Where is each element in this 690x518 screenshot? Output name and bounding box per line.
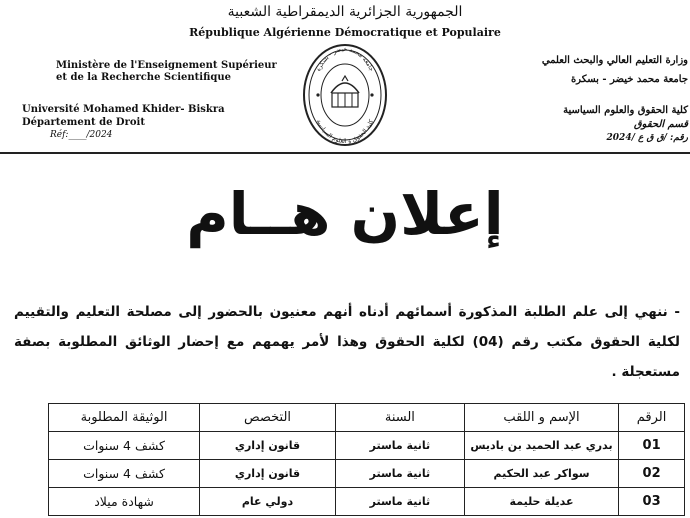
arabic-ministry: وزارة التعليم العالي والبحث العلمي: [541, 55, 688, 66]
row-specialty: دولي عام: [200, 488, 336, 516]
header-year: السنة: [335, 404, 464, 432]
french-ministry-line2: et de la Recherche Scientifique: [56, 72, 231, 83]
students-table: [48, 403, 685, 516]
row-document: كشف 4 سنوات: [49, 432, 200, 460]
table-row: [49, 488, 685, 516]
row-number: 01: [619, 432, 685, 460]
announcement-body: - ننهي إلى علم الطلبة المذكورة أسمائهم أدناه أنهم معنيون بالحضور إلى مصلحة التعليم والتقييم لكلية الحقوق مكتب رقم (04) لكلية الحقوق وهذا لأمر يهمهم مع إحضار الوثائق المطلوبة بصفة مستعجلة .: [14, 304, 681, 380]
svg-text:كلية الحقوق و العلوم السياسية: [315, 118, 375, 145]
faculty-seal-icon: [302, 43, 388, 147]
french-ministry-line1: Ministère de l'Enseignement Supérieur: [56, 60, 277, 71]
seal-text-top: جامعة محمد خيضر - بسكرة: [314, 45, 375, 73]
row-name: عديلة حليمة: [464, 488, 618, 516]
header-document: الوثيقة المطلوبة: [49, 404, 200, 432]
row-document: كشف 4 سنوات: [49, 460, 200, 488]
row-name: سواكر عبد الحكيم: [464, 460, 618, 488]
announcement-title: إعلان هــام: [186, 180, 504, 248]
seal-text-bottom: كلية الحقوق و العلوم السياسية: [314, 118, 376, 146]
arabic-university: جامعة محمد خيضر - بسكرة: [570, 74, 688, 85]
french-department: Département de Droit: [22, 117, 145, 128]
header-separator: [0, 152, 690, 154]
row-specialty: قانون إداري: [200, 432, 336, 460]
french-reference: Réf:____/2024: [50, 130, 113, 140]
row-year: ثانية ماستر: [335, 432, 464, 460]
table-row: [49, 460, 685, 488]
french-university: Université Mohamed Khider- Biskra: [22, 104, 225, 115]
row-number: 02: [619, 460, 685, 488]
row-number: 03: [619, 488, 685, 516]
row-year: ثانية ماستر: [335, 488, 464, 516]
table-row: [49, 432, 685, 460]
row-document: شهادة ميلاد: [49, 488, 200, 516]
arabic-reference: رقم: /ق ق ع /2024: [606, 133, 688, 143]
french-republic-title: République Algérienne Démocratique et Populaire: [189, 26, 501, 39]
arabic-faculty: كلية الحقوق والعلوم السياسية: [563, 105, 688, 116]
row-specialty: قانون إداري: [200, 460, 336, 488]
header-number: الرقم: [619, 404, 685, 432]
arabic-department: قسم الحقوق: [633, 119, 688, 130]
svg-text:جامعة محمد خيضر - بسكرة: [315, 46, 375, 73]
row-name: بدري عبد الحميد بن باديس: [464, 432, 618, 460]
header-specialty: التخصص: [200, 404, 336, 432]
row-year: ثانية ماستر: [335, 460, 464, 488]
arabic-republic-title: الجمهورية الجزائرية الديمقراطية الشعبية: [227, 4, 463, 20]
table-header-row: [49, 404, 685, 432]
header-name: الإسم و اللقب: [464, 404, 618, 432]
